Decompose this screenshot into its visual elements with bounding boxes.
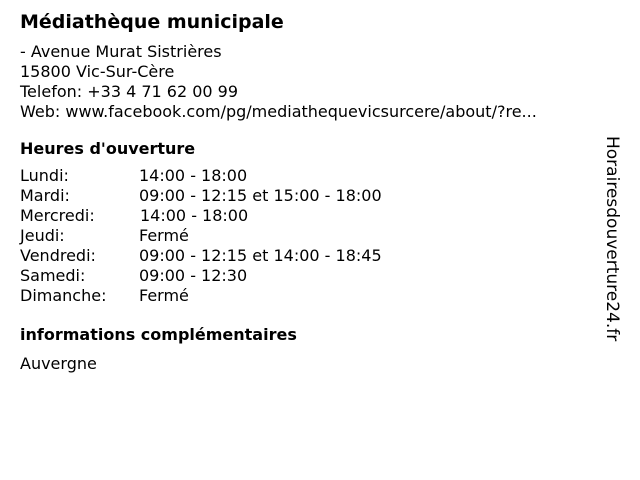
time-value: Fermé	[139, 226, 189, 245]
hours-row-sunday	[20, 286, 600, 306]
opening-hours-list	[20, 166, 600, 306]
address-block	[20, 42, 600, 122]
hours-row-saturday	[20, 266, 600, 286]
day-label: Dimanche:	[20, 286, 107, 305]
street-address: - Avenue Murat Sistrières	[20, 42, 222, 61]
website-link[interactable]: Web: www.facebook.com/pg/mediathequevicsurcere/about/?re...	[20, 102, 537, 121]
hours-row-wednesday	[20, 206, 600, 226]
time-value: 09:00 - 12:30	[139, 266, 248, 285]
hours-row-tuesday	[20, 186, 600, 206]
day-label: Jeudi:	[20, 226, 65, 245]
site-watermark: Horairesdouverture24.fr	[602, 136, 622, 342]
day-label: Samedi:	[20, 266, 86, 285]
day-label: Mardi:	[20, 186, 70, 205]
time-value: 14:00 - 18:00	[139, 166, 248, 185]
opening-hours-heading: Heures d'ouverture	[20, 139, 196, 158]
business-card	[20, 10, 600, 374]
phone-line: Telefon: +33 4 71 62 00 99	[20, 82, 239, 101]
day-label: Vendredi:	[20, 246, 96, 265]
time-value: 09:00 - 12:15 et 14:00 - 18:45	[139, 246, 382, 265]
region-value: Auvergne	[20, 354, 97, 373]
hours-row-friday	[20, 246, 600, 266]
day-label: Mercredi:	[20, 206, 95, 225]
additional-info-heading: informations complémentaires	[20, 325, 297, 344]
time-value: 09:00 - 12:15 et 15:00 - 18:00	[139, 186, 382, 205]
hours-row-thursday	[20, 226, 600, 246]
page-title: Médiathèque municipale	[20, 11, 284, 33]
time-value: Fermé	[139, 286, 189, 305]
time-value: 14:00 - 18:00	[140, 206, 249, 225]
city-line: 15800 Vic-Sur-Cère	[20, 62, 175, 81]
hours-row-monday	[20, 166, 600, 186]
day-label: Lundi:	[20, 166, 69, 185]
